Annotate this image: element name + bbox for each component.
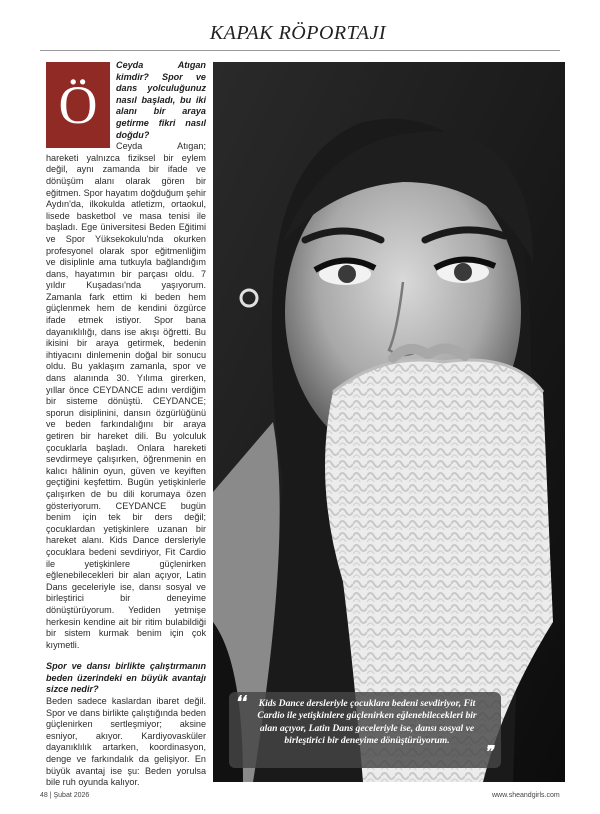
pull-quote-text: Kids Dance dersleriyle çocuklara bedeni sevdiriyor, Fit Cardio ile yetişkinlere güçlenirken eğlenebilecekleri bir alan açıyor, Latin Dans geceleriyle ise, dansı sosyal ve birleştirici bir deneyime dönüştürüyorum. (257, 698, 477, 746)
page-number-date: 48 | Şubat 2026 (40, 792, 90, 799)
open-quote-icon: ❛❛ (235, 694, 246, 711)
website-url: www.sheandgirls.com (492, 792, 560, 799)
answer-2: Beden sadece kaslardan ibaret değil. Spor ve dans birlikte çalıştığında beden güçlenirken sertleşmiyor; aksine esniyor, akıyor. Kardiyovasküler dayanıklılık artarken, koordinasyon, denge ve farkındalık da gelişiyor. En büyük avantaj ise şu: Beden yorulsa bile ruh oyunda kalıyor. (46, 696, 206, 788)
question-1: Ceyda Atıgan kimdir? Spor ve dans yolculuğunuz nasıl başladı, bu iki alanı bir araya getirme fikri nasıl doğdu? (116, 60, 206, 140)
article-text-column (46, 60, 206, 788)
close-quote-icon: ❞ (484, 744, 493, 761)
pull-quote (229, 692, 501, 768)
title-divider (40, 50, 560, 51)
drop-cap: Ö (46, 62, 110, 148)
answer-1: Ceyda Atıgan; hareketi yalnızca fiziksel bir eylem değil, aynı zamanda bir ifade ve dönüşüm alanı olarak gören bir eğitmen. Spor hayatım doğduğum şehir Aydın'da, ilkokulda atletizm, ortaokul, lisede basketbol ve masa tenisi ile başladı. Ege üniversitesi Beden Eğitimi ve Spor Yüksekokulu'nda okurken profesyonel olarak spor eğitmenliğim ve disiplinle ama tutkuyla bağlandığım dans, hayatımın bir parçası oldu. 7 yıldır Kuşadası'nda yaşıyorum. Zamanla fark ettim ki beden hem güçlenmek hem de kendini özgürce ifade etmek istiyor. Spor bana dayanıklılığı, dans ise akışı öğretti. Bu ikisini bir araya getirmek, bedenin ihtiyacını dinlemenin doğal bir sonucu oldu. Bu yaklaşım zamanla, spor ve dans alanında 30. Yılıma girerken, yıllar önce CEYDANCE adını verdiğim bir sisteme dönüştü. CEYDANCE; sporun disiplinini, dansın özgürlüğünü ve beden farkındalığını bir araya getiren bir hareket dili. Bu yolculuk çocuklarla başladı. Onlara hareketi sevdirmeye çalışırken, öğrenmenin en kalıcı hâlinin oyun, güven ve keyiften geçtiğini keşfettim. Bugün yetişkinlerle çalışırken de bu dili korumaya özen gösteriyorum. CEYDANCE bugün benim için tek bir ders değil; çocuklardan yetişkinlere uzanan bir hareket alanı. Kids Dance dersleriyle çocuklara bedeni sevdiriyor, Fit Cardio ile yetişkinlere güçlenirken eğlenebilecekleri bir alan açıyor, Latin Dans geceleriyle ise, dansı sosyal ve birleştirici bir deneyime dönüştürüyorum. Yediden yetmişe herkesin kendine ait bir ritim bulabildiği bir sistem kurmak benim için çok kıymetli. (46, 141, 206, 650)
portrait-illustration (213, 62, 565, 782)
section-title: KAPAK RÖPORTAJI (209, 22, 386, 44)
question-2: Spor ve dansı birlikte çalıştırmanın beden üzerindeki en büyük avantajı sizce nedir? (46, 661, 206, 695)
cover-portrait-photo (213, 62, 565, 782)
